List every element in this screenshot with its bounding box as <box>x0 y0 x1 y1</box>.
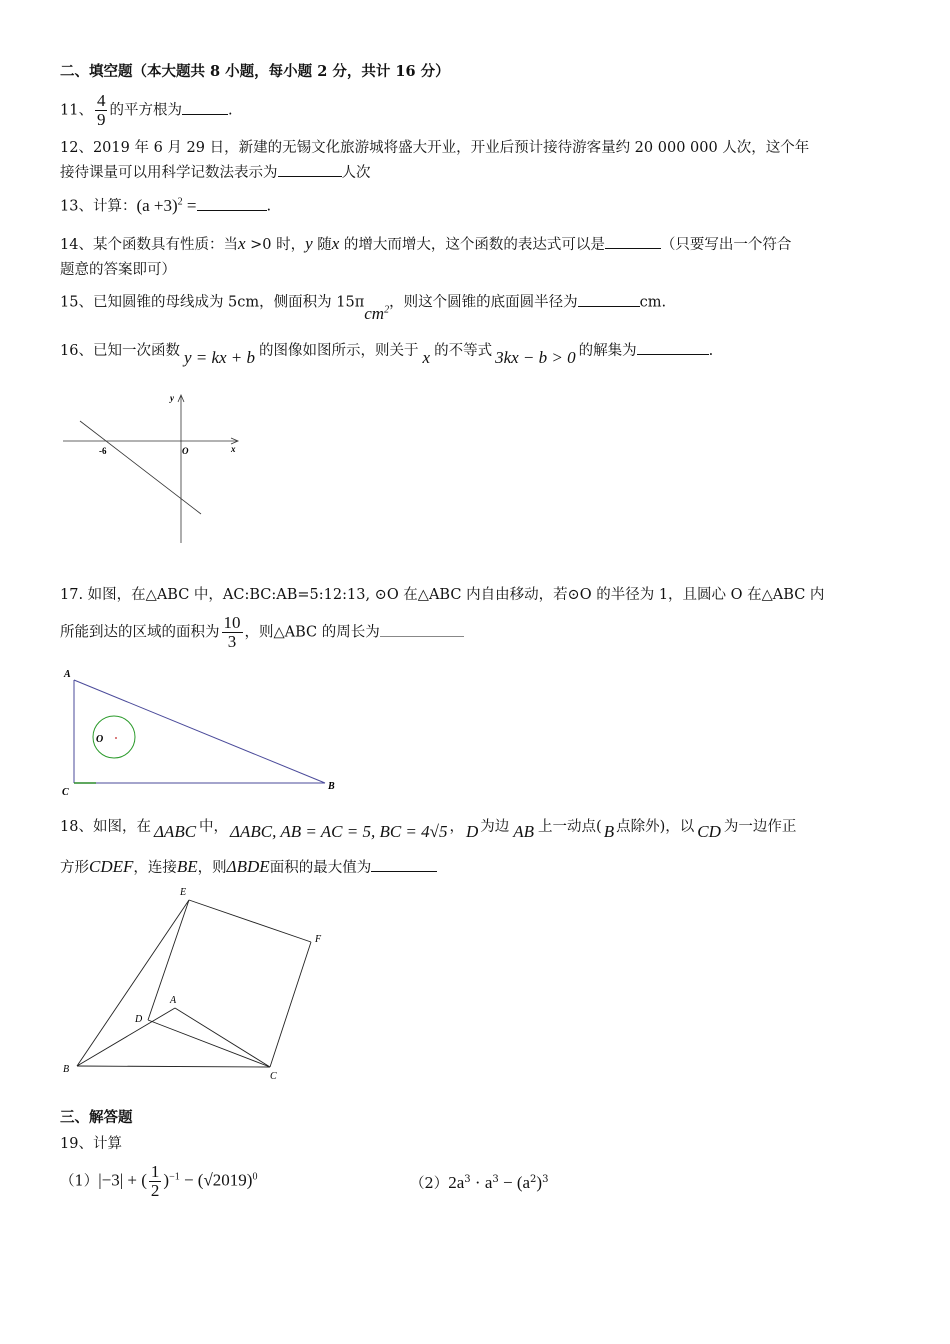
q11-text: 的平方根为 <box>109 102 182 119</box>
q14-text-b: >0 时， <box>245 237 306 253</box>
q18-text-k: 面积的最大值为 <box>269 860 372 876</box>
q18-text-g: 为一边作正 <box>723 819 797 835</box>
q16-end: . <box>708 343 714 359</box>
q19-p2-e4: 3 <box>542 1174 549 1185</box>
q19-p1-exp2: 0 <box>252 1171 258 1183</box>
q19-p2-a: 2a <box>448 1172 465 1192</box>
q19-p2-e1: 3 <box>464 1174 471 1185</box>
question-12-line-2 <box>60 162 371 183</box>
q18-text-f: 点除外)，以 <box>616 819 695 835</box>
q19-p1-close: ) <box>163 1170 170 1190</box>
q14-text-d: 的增大而增大，这个函数的表达式可以是 <box>339 237 605 253</box>
fig17-label-b: B <box>328 781 335 792</box>
q19-p1-fraction <box>149 1163 162 1200</box>
q18-var-be: BE <box>176 857 198 876</box>
question-19-part-1 <box>60 1163 257 1200</box>
fig17-label-a: A <box>64 669 71 680</box>
q12-text-a: 接待课量可以用科学记数法表示为 <box>60 165 278 181</box>
q11-fraction-numerator: 4 <box>96 91 106 110</box>
question-16 <box>60 340 714 367</box>
figure-16-graph <box>55 388 255 548</box>
q16-function: y = kx + b <box>183 348 256 367</box>
q19-p2-e3: 2 <box>530 1174 537 1185</box>
section-3-title: 三、解答题 <box>60 1109 133 1126</box>
q14-answer-blank[interactable] <box>605 234 661 249</box>
q11-answer-blank[interactable] <box>182 100 228 115</box>
figure-18-square <box>55 880 345 1085</box>
q16-text-d: 的解集为 <box>578 343 637 359</box>
q17-fraction <box>222 614 243 651</box>
question-12-line-1: 12、2019 年 6 月 29 日，新建的无锡文化旅游城将盛大开业，开业后预计接待游客量约 20 000 000 人次，这个年 <box>60 140 810 156</box>
q11-fraction <box>95 92 108 129</box>
q18-text-h: 方形 <box>60 860 89 876</box>
q19-p2-d: ) <box>536 1172 543 1192</box>
q14-var-x2: x <box>331 234 340 253</box>
fig18-line-ba <box>77 1008 175 1066</box>
q12-text-b: 人次 <box>341 165 371 181</box>
q17-text-b: ，则△ABC 的周长为 <box>244 624 380 641</box>
q19-p1-fraction-numerator: 1 <box>150 1162 160 1181</box>
q16-text-a: 16、已知一次函数 <box>60 343 180 359</box>
q13-end: . <box>266 198 272 215</box>
q15-unit-base: cm <box>364 303 385 323</box>
fig17-center-dot <box>115 737 117 739</box>
q18-var-ab: AB <box>513 822 535 841</box>
q16-answer-blank[interactable] <box>637 340 709 355</box>
question-15 <box>60 288 667 323</box>
section-2-title: 二、填空题（本大题共 8 小题，每小题 2 分，共计 16 分） <box>60 63 450 80</box>
question-14-line-2: 题意的答案即可） <box>60 262 176 278</box>
q19-p2-b: · a <box>470 1172 493 1192</box>
q16-text-c: 的不等式 <box>434 343 493 359</box>
q14-text-e: （只要写出一个符合 <box>660 237 792 253</box>
q14-text-c: 随 <box>312 237 332 253</box>
q19-p1-plus: + ( <box>123 1170 147 1190</box>
q13-equals: = <box>182 195 197 215</box>
fig16-tick-label: -6 <box>99 446 107 456</box>
q18-text-e: 上一动点( <box>538 819 602 835</box>
q15-text-c: cm. <box>639 294 667 311</box>
fig18-label-c: C <box>270 1071 277 1082</box>
q18-condition: ΔABC, AB = AC = 5, BC = 4√5 <box>230 822 448 841</box>
fig16-x-label: x <box>231 444 236 454</box>
question-18-line-1 <box>60 816 797 841</box>
q18-square: CDEF <box>89 857 134 876</box>
fig18-label-a: A <box>170 995 177 1006</box>
q19-p1-fraction-denominator: 2 <box>150 1181 160 1200</box>
figure-17-triangle <box>58 664 358 800</box>
q19-p2-c: − (a <box>498 1172 531 1192</box>
q14-var-y: y <box>305 234 313 253</box>
q18-text-i: ，连接 <box>133 860 177 876</box>
question-11 <box>60 92 233 129</box>
question-19-title: 19、计算 <box>60 1136 122 1152</box>
question-13 <box>60 192 271 217</box>
q16-inequality: 3kx − b > 0 <box>495 348 576 367</box>
fig18-label-f: F <box>315 934 322 945</box>
q18-text-b: 中， <box>199 819 229 835</box>
q17-answer-blank[interactable] <box>380 622 464 637</box>
q11-fraction-denominator: 9 <box>96 110 106 129</box>
q19-p1-label: （1） <box>60 1173 99 1190</box>
q19-p2-e2: 3 <box>492 1174 499 1185</box>
q13-label: 13、计算： <box>60 198 137 215</box>
q18-var-b: B <box>603 822 615 841</box>
q16-text-b: 的图像如图所示，则关于 <box>259 343 419 359</box>
q18-answer-blank[interactable] <box>371 857 437 872</box>
q18-var-d: D <box>465 822 479 841</box>
q15-text-a: 15、已知圆锥的母线成为 5cm，侧面积为 15π <box>60 294 365 311</box>
q15-answer-blank[interactable] <box>578 292 640 307</box>
question-17-line-2 <box>60 614 464 651</box>
q13-expr-base: (a +3) <box>136 195 178 215</box>
q18-var-cd: CD <box>697 822 721 841</box>
fig18-line-fc <box>270 942 311 1067</box>
q18-text-j: ，则 <box>197 860 227 876</box>
q15-unit <box>364 304 389 323</box>
fig18-line-bc <box>77 1066 270 1067</box>
fig18-label-d: D <box>135 1014 143 1025</box>
q11-end: . <box>227 102 233 119</box>
q12-answer-blank[interactable] <box>278 162 342 177</box>
q18-text-a: 18、如图，在 <box>60 819 151 835</box>
fig18-label-e: E <box>180 887 187 898</box>
q17-fraction-numerator: 10 <box>223 613 241 632</box>
question-14-line-1 <box>60 234 791 255</box>
fig18-line-ef <box>189 900 311 942</box>
fig18-line-be <box>77 900 189 1066</box>
q13-expression <box>136 196 196 215</box>
q18-text-c: ， <box>449 819 464 835</box>
q14-text-a: 14、某个函数具有性质：当 <box>60 237 238 253</box>
question-17-line-1: 17. 如图，在△ABC 中，AC:BC:AB=5:12:13, ⊙O 在△ABC 内自由移动，若⊙O 的半径为 1，且圆心 O 在△ABC 内 <box>60 587 825 603</box>
q18-triangle: ΔABC <box>153 822 197 841</box>
q17-text-a: 所能到达的区域的面积为 <box>60 624 220 641</box>
question-18-line-2 <box>60 857 437 878</box>
q17-fraction-denominator: 3 <box>227 632 237 651</box>
fig16-origin-label: O <box>182 446 189 456</box>
fig17-label-o: O <box>96 734 104 745</box>
q19-p1-minus: − (√2019) <box>179 1170 253 1190</box>
q13-answer-blank[interactable] <box>197 196 267 211</box>
q19-p2-label: （2） <box>410 1175 449 1192</box>
fig18-line-dc <box>148 1020 270 1067</box>
q15-text-b: ，则这个圆锥的底面圆半径为 <box>389 294 578 311</box>
q11-number: 11、 <box>60 102 93 119</box>
q18-text-d: 为边 <box>480 819 510 835</box>
q14-var-x: x <box>237 234 246 253</box>
q18-triangle-bde: ΔBDE <box>226 857 270 876</box>
q19-p1-abs: |−3| <box>98 1170 124 1190</box>
question-19-part-2 <box>410 1170 548 1194</box>
fig17-side-ab <box>74 680 325 783</box>
fig17-label-c: C <box>62 787 69 798</box>
fig16-y-label: y <box>170 393 174 403</box>
fig18-line-de <box>148 900 189 1020</box>
fig18-label-b: B <box>63 1064 70 1075</box>
q15-unit-exp: 2 <box>384 304 390 315</box>
q13-exponent: 2 <box>177 196 183 207</box>
q19-p1-exp1: −1 <box>169 1171 180 1183</box>
fig18-line-ac <box>175 1008 270 1067</box>
fig16-function-line <box>80 421 201 514</box>
q16-var-x: x <box>422 348 431 367</box>
